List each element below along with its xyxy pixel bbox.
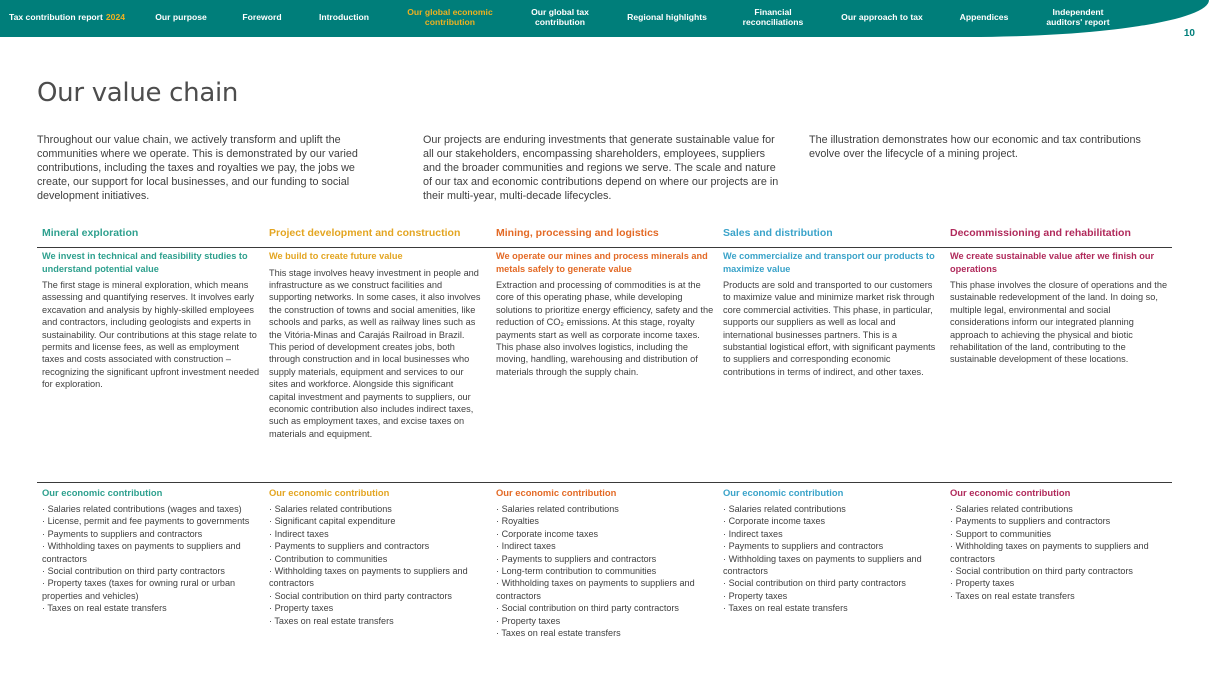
econ-contribution-item: · License, permit and fee payments to governments	[42, 515, 262, 527]
intro-paragraph-3: The illustration demonstrates how our economic and tax contributions evolve over the lifecycle of a mining project.	[809, 134, 1141, 160]
stage-description: Products are sold and transported to our customers to maximize value and minimize market risk through core commercial activities. This phase, in particular, supports our suppliers as well as local and international businesses partners. This is a substantial logistical effort, with significant payments to suppliers and corresponding economic contributions in terms of indirect, and other taxes.	[723, 280, 936, 377]
nav-approach-to-tax[interactable]: Our approach to tax	[841, 12, 923, 22]
econ-contribution-item: · Salaries related contributions (wages and taxes)	[42, 503, 262, 515]
stage-subtitle: We create sustainable value after we finish our operations	[950, 251, 1155, 274]
econ-contribution-item: · Property taxes	[723, 590, 943, 602]
econ-contribution-item: · Salaries related contributions	[723, 503, 943, 515]
nav-financial-reconciliations[interactable]: Financial reconciliations	[742, 7, 804, 27]
econ-contribution-item: · Property taxes	[950, 577, 1170, 589]
econ-contribution-item: · Social contribution on third party contractors	[496, 602, 716, 614]
econ-contribution-item: · Taxes on real estate transfers	[723, 602, 943, 614]
report-title-link[interactable]	[9, 0, 125, 34]
stage-subtitle: We invest in technical and feasibility studies to understand potential value	[42, 251, 248, 274]
econ-contribution-item: · Payments to suppliers and contractors	[42, 528, 262, 540]
nav-global-tax-contribution[interactable]: Our global tax contribution	[531, 7, 589, 27]
econ-contribution-list	[950, 503, 1170, 602]
stage-header-decommissioning: Decommissioning and rehabilitation	[950, 227, 1131, 239]
stage-column-sales	[718, 250, 937, 378]
econ-contribution-item: · Taxes on real estate transfers	[42, 602, 262, 614]
econ-contribution-item: · Withholding taxes on payments to suppliers and contractors	[496, 577, 716, 602]
econ-contribution-title: Our economic contribution	[723, 487, 844, 498]
econ-contribution-item: · Contribution to communities	[269, 553, 489, 565]
stage-subtitle: We commercialize and transport our products to maximize value	[723, 251, 935, 274]
econ-contribution-item: · Indirect taxes	[269, 528, 489, 540]
nav-appendices[interactable]: Appendices	[959, 12, 1009, 22]
stage-header-sales: Sales and distribution	[723, 227, 833, 239]
stage-subtitle: We operate our mines and process minerals and metals safely to generate value	[496, 251, 708, 274]
top-navigation	[0, 0, 1209, 37]
econ-contribution-item: · Corporate income taxes	[496, 528, 716, 540]
econ-contribution-item: · Property taxes	[496, 615, 716, 627]
econ-contribution-item: · Taxes on real estate transfers	[496, 627, 716, 639]
section-divider	[37, 482, 1172, 483]
intro-paragraph-1: Throughout our value chain, we actively transform and uplift the communities where we operate. This is demonstrated by our varied contributions, including the taxes and royalties we pay, the jobs we create, our support for local businesses, and our funding to social development initiatives.	[37, 134, 358, 202]
econ-contribution-item: · Social contribution on third party contractors	[42, 565, 262, 577]
stage-header-exploration: Mineral exploration	[42, 227, 139, 239]
econ-contribution-list	[42, 503, 262, 615]
econ-contribution-sales	[718, 487, 943, 615]
econ-contribution-title: Our economic contribution	[950, 487, 1071, 498]
econ-contribution-mining	[491, 487, 716, 639]
econ-contribution-decommissioning	[945, 487, 1170, 602]
econ-contribution-item: · Taxes on real estate transfers	[950, 590, 1170, 602]
stage-column-mining	[491, 250, 714, 378]
econ-contribution-item: · Withholding taxes on payments to suppliers and contractors	[42, 540, 262, 565]
econ-contribution-item: · Property taxes	[269, 602, 489, 614]
stage-header-development: Project development and construction	[269, 227, 461, 239]
stage-description: This stage involves heavy investment in people and infrastructure as we construct facilities and supporting networks. In some cases, it also involves the construction of towns and social amenities, like schools and parks, as well as railway lines such as the Vitória-Minas and Carajás Railroad in Brazil. This period of development creates jobs, both through construction and in local businesses who supply materials, equipment and services to our sites and workforce. Alongside this significant capital investment and payments to suppliers, our economic contribution also includes indirect taxes, such as employment taxes, and excise taxes on materials and equipment.	[269, 267, 481, 439]
econ-contribution-list	[496, 503, 716, 639]
nav-our-purpose[interactable]: Our purpose	[155, 12, 207, 22]
econ-contribution-item: · Social contribution on third party contractors	[269, 590, 489, 602]
econ-contribution-title: Our economic contribution	[269, 487, 390, 498]
econ-contribution-item: · Support to communities	[950, 528, 1170, 540]
stage-header-row	[37, 225, 1172, 248]
stage-subtitle: We build to create future value	[269, 251, 403, 261]
intro-paragraph-2: Our projects are enduring investments that generate sustainable value for all our stakeholders, encompassing shareholders, employees, suppliers and the broader communities and regions we serve. The scale and nature of our tax and economic contributions depend on where our projects are in their multi-year, multi-decade lifecycles.	[423, 134, 779, 202]
econ-contribution-list	[269, 503, 489, 627]
econ-contribution-item: · Indirect taxes	[496, 540, 716, 552]
econ-contribution-title: Our economic contribution	[496, 487, 617, 498]
nav-foreword[interactable]: Foreword	[242, 12, 282, 22]
econ-contribution-list	[723, 503, 943, 615]
econ-contribution-item: · Long-term contribution to communities	[496, 565, 716, 577]
econ-contribution-item: · Taxes on real estate transfers	[269, 615, 489, 627]
econ-contribution-item: · Property taxes (taxes for owning rural or urban properties and vehicles)	[42, 577, 262, 602]
econ-contribution-item: · Salaries related contributions	[496, 503, 716, 515]
nav-global-economic-contribution[interactable]: Our global economic contribution	[407, 7, 493, 27]
econ-contribution-item: · Salaries related contributions	[950, 503, 1170, 515]
page-title: Our value chain	[37, 78, 239, 108]
stage-column-decommissioning	[945, 250, 1168, 366]
econ-contribution-item: · Royalties	[496, 515, 716, 527]
econ-contribution-item: · Social contribution on third party contractors	[723, 577, 943, 589]
econ-contribution-item: · Social contribution on third party contractors	[950, 565, 1170, 577]
report-title-text: Tax contribution report	[9, 12, 103, 22]
econ-contribution-development	[264, 487, 489, 627]
stage-header-mining: Mining, processing and logistics	[496, 227, 659, 239]
stage-description: This phase involves the closure of operations and the sustainable redevelopment of the land. In doing so, multiple legal, environmental and social considerations inform our integrated planning approach to achieving the physical and biotic rehabilitation of the land, contributing to the sustainable development of these locations.	[950, 280, 1168, 365]
stage-description: The first stage is mineral exploration, which means assessing and quantifying reserves. It involves early excavation and analysis by highly-skilled employees and contractors, including geologists and experts in sustainability. Our contributions at this stage relate to permits and license fees, as well as employment taxes and costs associated with construction – recognizing the significant upfront investment needed for exploration.	[42, 280, 260, 390]
econ-contribution-item: · Withholding taxes on payments to suppliers and contractors	[723, 553, 943, 578]
econ-contribution-item: · Payments to suppliers and contractors	[496, 553, 716, 565]
page-number: 10	[1183, 28, 1195, 39]
econ-contribution-item: · Withholding taxes on payments to suppliers and contractors	[269, 565, 489, 590]
nav-independent-auditors-report[interactable]: Independent auditors' report	[1046, 7, 1110, 27]
econ-contribution-item: · Indirect taxes	[723, 528, 943, 540]
econ-contribution-item: · Payments to suppliers and contractors	[723, 540, 943, 552]
econ-contribution-item: · Salaries related contributions	[269, 503, 489, 515]
stage-column-exploration	[37, 250, 260, 391]
report-year: 2024	[105, 12, 126, 22]
econ-contribution-item: · Payments to suppliers and contractors	[950, 515, 1170, 527]
stage-description: Extraction and processing of commodities is at the core of this operating phase, while developing solutions to prioritize energy efficiency, safety and the reduction of CO₂ emissions. At this stage, royalty payments start as well as corporate income taxes. This phase also involves logistics, including the moving, handling, warehousing and distribution of materials through the supply chain.	[496, 280, 714, 377]
stage-column-development	[264, 250, 481, 440]
econ-contribution-exploration	[37, 487, 262, 615]
econ-contribution-item: · Corporate income taxes	[723, 515, 943, 527]
econ-contribution-title: Our economic contribution	[42, 487, 163, 498]
econ-contribution-item: · Significant capital expenditure	[269, 515, 489, 527]
econ-contribution-item: · Withholding taxes on payments to suppliers and contractors	[950, 540, 1170, 565]
nav-introduction[interactable]: Introduction	[318, 12, 370, 22]
econ-contribution-item: · Payments to suppliers and contractors	[269, 540, 489, 552]
nav-regional-highlights[interactable]: Regional highlights	[627, 12, 707, 22]
